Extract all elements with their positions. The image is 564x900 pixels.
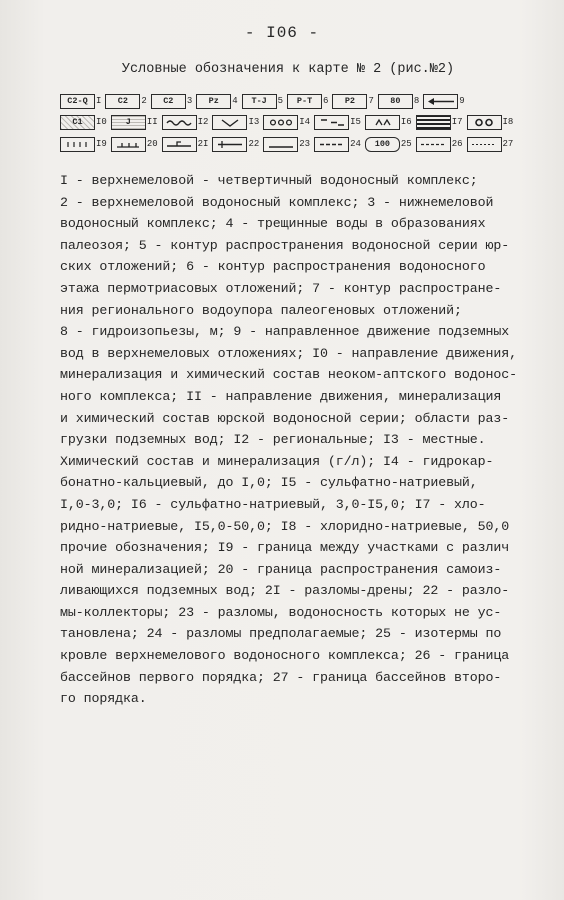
legend-number: I0 — [96, 117, 107, 127]
wavy-arrow-icon — [165, 118, 193, 127]
outflow-arrow-icon — [216, 118, 244, 127]
legend-number: I8 — [502, 117, 514, 127]
legend-symbol-7 — [332, 94, 373, 109]
legend-box-16 — [365, 115, 400, 130]
legend-symbol-13 — [212, 115, 259, 130]
legend-box-21 — [162, 137, 197, 152]
legend-number: 25 — [400, 139, 412, 149]
legend-row-2 — [60, 112, 517, 132]
legend-number: I2 — [197, 117, 209, 127]
legend-number: 26 — [451, 139, 463, 149]
legend-number: II — [146, 117, 158, 127]
legend-number: 24 — [350, 139, 361, 149]
legend-symbol-17 — [416, 115, 463, 130]
text-line: водоносный комплекс; 4 - трещинные воды в образованиях — [60, 216, 486, 232]
legend-symbol-3 — [151, 94, 192, 109]
text-line: ной минерализацией; 20 - граница распространения самоиз- — [60, 561, 502, 577]
legend-symbol-21 — [162, 137, 209, 152]
legend-number: 27 — [502, 139, 514, 149]
legend-symbol-25 — [365, 137, 412, 152]
legend-box-15 — [314, 115, 349, 130]
legend-number: I5 — [350, 117, 361, 127]
legend-box-12 — [162, 115, 197, 130]
legend-symbol-9 — [423, 94, 464, 109]
text-line: I - верхнемеловой - четвертичный водоносный комплекс; — [60, 173, 478, 188]
legend-number: 3 — [186, 96, 193, 106]
legend-box-18 — [467, 115, 502, 130]
legend-box-20 — [111, 137, 146, 152]
legend-number: I3 — [248, 117, 260, 127]
legend-number: I — [96, 96, 102, 106]
legend-row-1 — [60, 91, 469, 111]
legend-description — [60, 170, 530, 710]
legend-symbol-14 — [263, 115, 310, 130]
legend-number: 23 — [299, 139, 311, 149]
legend-number: I9 — [96, 139, 107, 149]
text-line: ридно-натриевые, I5,0-50,0; I8 - хлоридно-натриевые, 50,0 — [60, 518, 510, 534]
text-line: ного комплекса; II - направление движения, минерализация — [60, 388, 502, 404]
legend-symbol-19 — [60, 137, 107, 152]
legend-number: 2 — [141, 96, 147, 106]
text-line: 2 - верхнемеловой водоносный комплекс; 3 - нижнемеловой — [60, 194, 494, 210]
legend-box-26 — [416, 137, 451, 152]
text-line: 8 - гидроизопьезы, м; 9 - направленное движение подземных — [60, 324, 510, 340]
legend-symbol-5 — [242, 94, 283, 109]
arrow-left-icon — [427, 97, 455, 106]
legend-number: 9 — [459, 96, 465, 106]
legend-symbol-20 — [111, 137, 158, 152]
legend-symbol-6 — [287, 94, 328, 109]
legend-title: Условные обозначения к карте № 2 (рис.№2) — [121, 62, 455, 77]
legend-box-17 — [416, 115, 451, 130]
legend-symbol-11 — [111, 115, 158, 130]
text-line: Химический состав и минерализация (г/л); I4 - гидрокар- — [60, 453, 494, 469]
legend-number: 5 — [277, 96, 284, 106]
legend-symbol-1 — [60, 94, 101, 109]
legend-number: I6 — [400, 117, 412, 127]
fault-line-icon — [267, 140, 295, 149]
legend-box-2: C2 — [105, 94, 140, 109]
legend-box-14 — [263, 115, 298, 130]
basin-border-1-icon — [419, 140, 447, 149]
legend-box-3: C2 — [151, 94, 186, 109]
text-line: ния регионального водоупора палеогеновых отложений; — [60, 302, 462, 318]
legend-symbol-8 — [378, 94, 419, 109]
text-line: го порядка. — [60, 691, 147, 707]
legend-box-22 — [212, 137, 247, 152]
legend-symbol-4 — [196, 94, 237, 109]
legend-box-23 — [263, 137, 298, 152]
legend-symbol-27 — [467, 137, 514, 152]
text-line: I,0-3,0; I6 - сульфатно-натриевый, 3,0-I5,0; I7 - хло- — [60, 496, 486, 512]
text-line: тановлена; 24 - разломы предполагаемые; 25 - изотермы по — [60, 626, 502, 642]
legend-number: 20 — [146, 139, 158, 149]
legend-box-7: P2 — [332, 94, 367, 109]
text-line: мы-коллекторы; 23 - разломы, водоносность которых не ус- — [60, 604, 502, 620]
legend-number: 7 — [368, 96, 374, 106]
legend-number: 4 — [232, 96, 238, 106]
legend-symbol-26 — [416, 137, 463, 152]
legend-symbol-10 — [60, 115, 107, 130]
legend-number: 2I — [197, 139, 209, 149]
legend-box-9 — [423, 94, 458, 109]
legend-number: I4 — [299, 117, 311, 127]
dot-pair-icon — [470, 118, 498, 127]
legend-symbol-24 — [314, 137, 361, 152]
text-line: бассейнов первого порядка; 27 - граница бассейнов второ- — [60, 669, 502, 685]
legend-box-6: P-T — [287, 94, 322, 109]
text-line: прочие обозначения; I9 - граница между участками с различ — [60, 540, 510, 556]
page-number: - I06 - — [244, 24, 320, 42]
text-line: бонатно-кальциевый, до I,0; I5 - сульфатно-натриевый, — [60, 475, 478, 491]
dashed-fault-icon — [318, 140, 346, 149]
legend-number: I7 — [451, 117, 463, 127]
text-line: грузки подземных вод; I2 - региональные; I3 - местные. — [60, 432, 486, 448]
legend-row-3 — [60, 134, 517, 154]
text-line: ских отложений; 6 - контур распространения водоносного — [60, 259, 486, 275]
legend-box-25: 100 — [365, 137, 400, 152]
legend-symbol-23 — [263, 137, 310, 152]
legend-box-4: Pz — [196, 94, 231, 109]
legend-box-11: J — [111, 115, 146, 130]
text-line: минерализация и химический состав неоком-аптского водонос- — [60, 367, 518, 383]
text-line: этажа пермотриасовых отложений; 7 - контур распростране- — [60, 280, 502, 296]
legend-symbol-16 — [365, 115, 412, 130]
legend-symbol-2 — [105, 94, 146, 109]
hatch-pattern-icon — [318, 118, 346, 127]
legend-box-10: C1 — [60, 115, 95, 130]
boundary-line-icon — [114, 140, 142, 149]
legend-box-5: T-J — [242, 94, 277, 109]
text-line: кровле верхнемелового водоносного комплекса; 26 - граница — [60, 648, 510, 664]
text-line: и химический состав юрской водоносной серии; области раз- — [60, 410, 510, 426]
legend-box-1: C2-Q — [60, 94, 95, 109]
legend-box-8: 80 — [378, 94, 413, 109]
legend-symbol-22 — [212, 137, 259, 152]
legend-number: 22 — [248, 139, 260, 149]
legend-symbol-15 — [314, 115, 361, 130]
legend-box-27 — [467, 137, 502, 152]
caret-pattern-icon — [368, 118, 396, 127]
circles-icon — [267, 118, 295, 127]
legend-box-19 — [60, 137, 95, 152]
fault-collector-icon — [216, 140, 244, 149]
legend-symbol-18 — [467, 115, 514, 130]
legend-symbol-12 — [162, 115, 209, 130]
text-line: палеозоя; 5 - контур распространения водоносной серии юр- — [60, 237, 510, 253]
text-line: вод в верхнемеловых отложениях; I0 - направление движения, — [60, 345, 518, 361]
tick-line-icon — [64, 140, 92, 149]
text-line: ливающихся подземных вод; 2I - разломы-дрены; 22 - разло- — [60, 583, 510, 599]
legend-number: 6 — [323, 96, 329, 106]
legend-box-13 — [212, 115, 247, 130]
fault-drain-icon — [165, 140, 193, 149]
basin-border-2-icon — [470, 140, 498, 149]
legend-number: 8 — [413, 96, 420, 106]
legend-box-24 — [314, 137, 349, 152]
